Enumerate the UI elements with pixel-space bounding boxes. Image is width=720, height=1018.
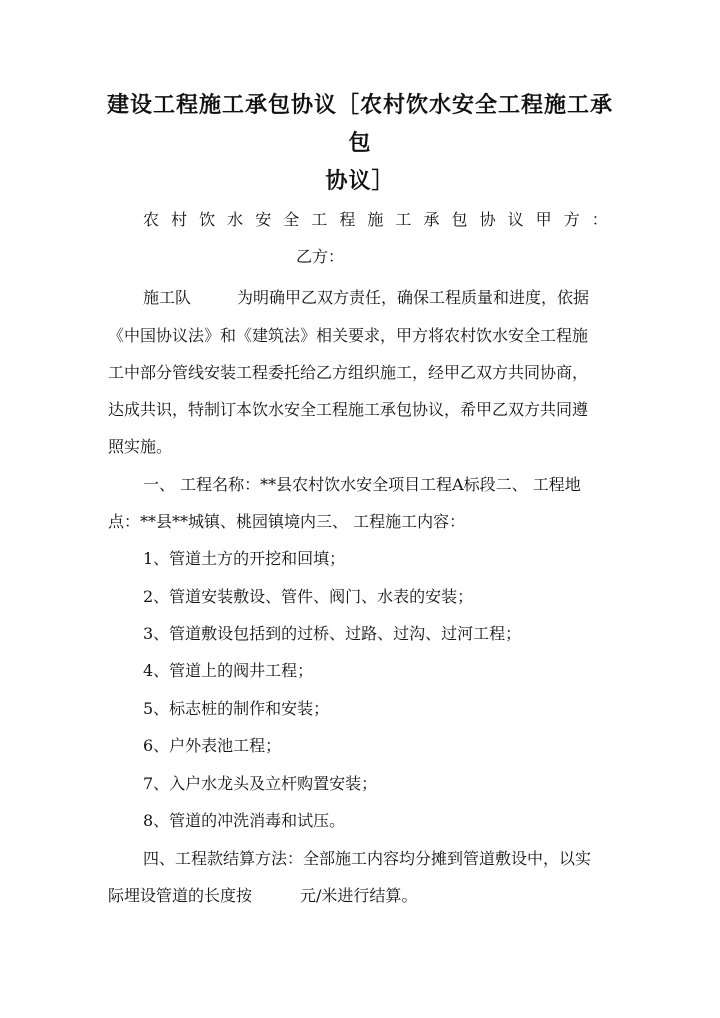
paragraph-1-line-2: 《中国协议法》和《建筑法》相关要求，甲方将农村饮水安全工程施 — [108, 326, 589, 345]
intro-char: 农 — [143, 210, 160, 229]
list-item: 6、户外表池工程； — [143, 736, 282, 755]
title-line-2: 协议］ — [325, 168, 395, 194]
party-b: 乙方： — [296, 247, 345, 266]
section-4-line-2 — [108, 884, 608, 908]
intro-char: 施 — [367, 210, 384, 229]
intro-char: 协 — [479, 210, 496, 229]
intro-char: 承 — [423, 210, 440, 229]
section-1-line-1: 一、 工程名称：**县农村饮水安全项目工程A标段二、 工程地 — [143, 475, 581, 494]
intro-char: 包 — [451, 210, 468, 229]
paragraph-1-line-5: 照实施。 — [108, 437, 173, 456]
intro-char: 全 — [283, 210, 300, 229]
intro-char: 甲 — [535, 210, 552, 229]
section-4-line-1: 四、工程款结算方法：全部施工内容均分摊到管道敷设中，以实 — [143, 849, 592, 868]
intro-char: ： — [591, 210, 608, 229]
paragraph-1-line-4: 达成共识，特制订本饮水安全工程施工承包协议，希甲乙双方共同遵 — [108, 400, 589, 419]
paragraph-1-line-1 — [143, 286, 643, 310]
intro-char: 方 — [563, 210, 580, 229]
paragraph-1-line-3: 工中部分管线安装工程委托给乙方组织施工，经甲乙双方共同协商， — [108, 363, 589, 382]
list-item: 3、管道敷设包括到的过桥、过路、过沟、过河工程； — [143, 624, 522, 643]
intro-char: 程 — [339, 210, 356, 229]
intro-char: 安 — [255, 210, 272, 229]
settlement-unit: 元/米进行结算。 — [300, 886, 418, 905]
list-item: 1、管道土方的开挖和回填； — [143, 549, 346, 568]
construction-team-label: 施工队 — [143, 288, 192, 307]
title-line-1: 建设工程施工承包协议［农村饮水安全工程施工承包 — [106, 92, 613, 156]
intro-char: 水 — [227, 210, 244, 229]
intro-char: 工 — [311, 210, 328, 229]
list-item: 5、标志桩的制作和安装； — [143, 699, 330, 718]
intro-char: 饮 — [199, 210, 216, 229]
list-item: 7、入户水龙头及立杆购置安装； — [143, 774, 378, 793]
document-title — [100, 86, 620, 200]
intro-line — [143, 208, 608, 232]
paragraph-1-text: 为明确甲乙双方责任，确保工程质量和进度，依据 — [237, 288, 590, 307]
list-item: 4、管道上的阀井工程； — [143, 661, 314, 680]
list-item: 8、管道的冲洗消毒和试压。 — [143, 811, 346, 830]
intro-char: 工 — [395, 210, 412, 229]
intro-char: 村 — [171, 210, 188, 229]
list-item: 2、管道安装敷设、管件、阀门、水表的安装； — [143, 587, 474, 606]
settlement-text: 际埋设管道的长度按 — [108, 886, 253, 905]
intro-char: 议 — [507, 210, 524, 229]
section-1-line-2: 点：**县**城镇、桃园镇境内三、 工程施工内容： — [108, 512, 466, 531]
